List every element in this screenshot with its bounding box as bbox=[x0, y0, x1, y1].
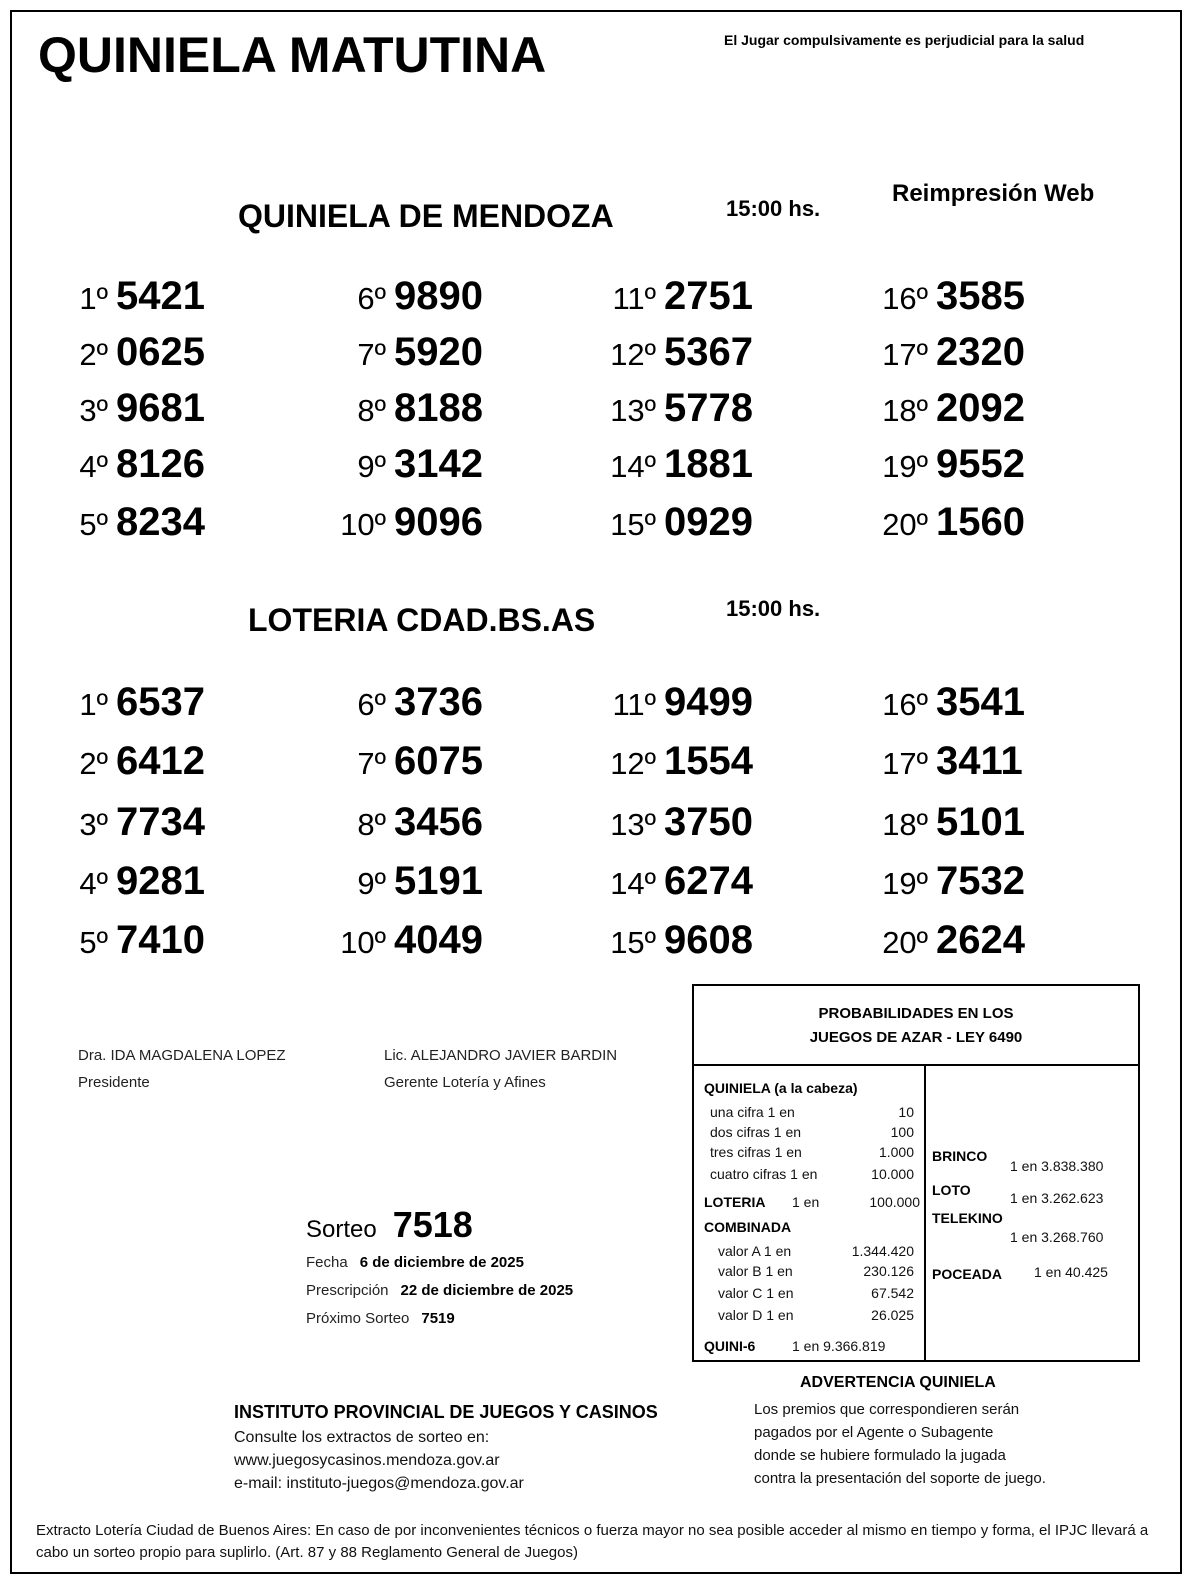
result-cell bbox=[322, 739, 483, 784]
signature-right-role: Gerente Lotería y Afines bbox=[384, 1074, 546, 1091]
proximo-value: 7519 bbox=[421, 1310, 455, 1327]
result-cell bbox=[592, 859, 753, 904]
result-position: 12º bbox=[610, 746, 656, 781]
combinada-prob-value: 26.025 bbox=[871, 1307, 914, 1323]
instituto-website: www.juegosycasinos.mendoza.gov.ar bbox=[234, 1452, 500, 1469]
advertencia-text bbox=[754, 1398, 1154, 1490]
result-number: 2624 bbox=[936, 918, 1025, 962]
loteria-prob-mid: 1 en bbox=[792, 1194, 820, 1210]
advertencia-line: pagados por el Agente o Subagente bbox=[754, 1424, 994, 1441]
result-number: 2751 bbox=[664, 274, 753, 318]
result-cell bbox=[322, 800, 483, 845]
instituto-title: INSTITUTO PROVINCIAL DE JUEGOS Y CASINOS bbox=[234, 1402, 658, 1422]
sorteo-fecha bbox=[306, 1254, 524, 1271]
result-cell bbox=[72, 918, 205, 963]
prescripcion-value: 22 de diciembre de 2025 bbox=[400, 1282, 574, 1299]
result-position: 2º bbox=[79, 746, 108, 781]
quiniela-prob-label: tres cifras 1 en bbox=[710, 1144, 802, 1160]
result-cell bbox=[864, 330, 1025, 375]
result-position: 2º bbox=[79, 337, 108, 372]
result-number: 3411 bbox=[936, 739, 1023, 783]
prescripcion-label: Prescripción bbox=[306, 1282, 389, 1299]
result-number: 5920 bbox=[394, 330, 483, 374]
result-position: 5º bbox=[79, 925, 108, 960]
result-cell bbox=[322, 500, 483, 545]
quiniela-prob-label: cuatro cifras 1 en bbox=[710, 1166, 818, 1182]
reprint-label: Reimpresión Web bbox=[892, 180, 1095, 207]
result-position: 16º bbox=[882, 687, 928, 722]
proximo-label: Próximo Sorteo bbox=[306, 1310, 410, 1327]
result-position: 17º bbox=[882, 746, 928, 781]
page-title: QUINIELA MATUTINA bbox=[38, 27, 547, 83]
telekino-prob-label: TELEKINO bbox=[932, 1210, 1003, 1226]
result-number: 3142 bbox=[394, 442, 483, 486]
result-position: 9º bbox=[357, 866, 386, 901]
loteria-prob-value: 100.000 bbox=[869, 1194, 920, 1210]
combinada-prob-label: valor B 1 en bbox=[718, 1263, 793, 1279]
result-position: 18º bbox=[882, 807, 928, 842]
result-position: 7º bbox=[357, 746, 386, 781]
result-number: 3541 bbox=[936, 680, 1025, 724]
result-cell bbox=[864, 274, 1025, 319]
result-number: 8234 bbox=[116, 500, 205, 544]
result-position: 16º bbox=[882, 281, 928, 316]
quiniela-prob-value: 10.000 bbox=[871, 1166, 914, 1182]
result-position: 13º bbox=[610, 807, 656, 842]
result-number: 8188 bbox=[394, 386, 483, 430]
sorteo-label: Sorteo bbox=[306, 1216, 377, 1243]
result-position: 10º bbox=[340, 925, 386, 960]
result-number: 9499 bbox=[664, 680, 753, 724]
result-cell bbox=[322, 442, 483, 487]
result-number: 9281 bbox=[116, 859, 205, 903]
sorteo-block bbox=[306, 1204, 473, 1246]
result-cell bbox=[864, 800, 1025, 845]
result-cell bbox=[592, 739, 753, 784]
result-number: 6537 bbox=[116, 680, 205, 724]
result-cell bbox=[592, 274, 753, 319]
combinada-prob-label: valor D 1 en bbox=[718, 1307, 794, 1323]
result-number: 5778 bbox=[664, 386, 753, 430]
result-number: 8126 bbox=[116, 442, 205, 486]
result-number: 3456 bbox=[394, 800, 483, 844]
mendoza-draw-time: 15:00 hs. bbox=[726, 196, 821, 221]
probabilities-header bbox=[694, 986, 1138, 1066]
telekino-prob-value: 1 en 3.268.760 bbox=[1010, 1229, 1104, 1245]
quini6-prob-value: 1 en 9.366.819 bbox=[792, 1338, 886, 1354]
result-number: 4049 bbox=[394, 918, 483, 962]
result-cell bbox=[592, 386, 753, 431]
loteria-section-title: LOTERIA CDAD.BS.AS bbox=[248, 602, 596, 638]
result-number: 5367 bbox=[664, 330, 753, 374]
result-cell bbox=[864, 739, 1023, 784]
result-number: 1554 bbox=[664, 739, 753, 783]
result-cell bbox=[72, 274, 205, 319]
instituto-email: e-mail: instituto-juegos@mendoza.gov.ar bbox=[234, 1475, 524, 1492]
signature-left bbox=[78, 1042, 286, 1096]
loteria-prob-label: LOTERIA bbox=[704, 1194, 766, 1210]
result-number: 7410 bbox=[116, 918, 205, 962]
probabilities-title-line2: JUEGOS DE AZAR - LEY 6490 bbox=[809, 1029, 1023, 1046]
quiniela-prob-value: 10 bbox=[898, 1104, 914, 1120]
result-cell bbox=[592, 680, 753, 725]
result-position: 4º bbox=[79, 866, 108, 901]
result-cell bbox=[322, 918, 483, 963]
advertencia-line: Los premios que correspondieren serán bbox=[754, 1401, 1020, 1418]
result-position: 20º bbox=[882, 925, 928, 960]
result-position: 6º bbox=[357, 687, 386, 722]
sorteo-proximo bbox=[306, 1310, 455, 1327]
result-position: 8º bbox=[357, 393, 386, 428]
result-cell bbox=[864, 918, 1025, 963]
probabilities-title-line1: PROBABILIDADES EN LOS bbox=[818, 1005, 1014, 1022]
result-position: 20º bbox=[882, 507, 928, 542]
result-number: 6274 bbox=[664, 859, 753, 903]
result-cell bbox=[864, 680, 1025, 725]
sorteo-prescripcion bbox=[306, 1282, 573, 1299]
signature-left-role: Presidente bbox=[78, 1074, 150, 1091]
quini6-prob-label: QUINI-6 bbox=[704, 1338, 756, 1354]
result-position: 7º bbox=[357, 337, 386, 372]
result-number: 9552 bbox=[936, 442, 1025, 486]
result-number: 6075 bbox=[394, 739, 483, 783]
footer-note: Extracto Lotería Ciudad de Buenos Aires: En caso de por inconvenientes técnicos o fuerza mayor no sea posible acceder al mismo en tiempo y forma, el IPJC llevará a cabo un sorteo propio para suplirlo. (Art. 87 y 88 Reglamento General de Juegos) bbox=[36, 1522, 1149, 1561]
result-position: 13º bbox=[610, 393, 656, 428]
result-number: 7532 bbox=[936, 859, 1025, 903]
result-position: 3º bbox=[79, 807, 108, 842]
result-cell bbox=[72, 739, 205, 784]
result-cell bbox=[864, 386, 1025, 431]
result-position: 9º bbox=[357, 449, 386, 484]
result-number: 9890 bbox=[394, 274, 483, 318]
result-number: 1560 bbox=[936, 500, 1025, 544]
result-number: 3750 bbox=[664, 800, 753, 844]
quiniela-prob-title: QUINIELA (a la cabeza) bbox=[704, 1080, 858, 1096]
result-position: 14º bbox=[610, 449, 656, 484]
health-warning: El Jugar compulsivamente es perjudicial para la salud bbox=[724, 32, 1085, 48]
mendoza-section-title: QUINIELA DE MENDOZA bbox=[238, 198, 614, 234]
result-number: 7734 bbox=[116, 800, 205, 844]
result-number: 0929 bbox=[664, 500, 753, 544]
result-number: 9096 bbox=[394, 500, 483, 544]
result-number: 2092 bbox=[936, 386, 1025, 430]
result-position: 8º bbox=[357, 807, 386, 842]
combinada-prob-label: valor A 1 en bbox=[718, 1243, 792, 1259]
result-cell bbox=[592, 800, 753, 845]
result-cell bbox=[864, 442, 1025, 487]
result-position: 18º bbox=[882, 393, 928, 428]
result-cell bbox=[72, 500, 205, 545]
result-cell bbox=[72, 680, 205, 725]
result-cell bbox=[322, 680, 483, 725]
loto-prob-label: LOTO bbox=[932, 1182, 971, 1198]
result-position: 12º bbox=[610, 337, 656, 372]
result-cell bbox=[322, 274, 483, 319]
instituto-line-1: Consulte los extractos de sorteo en: bbox=[234, 1429, 490, 1446]
result-position: 6º bbox=[357, 281, 386, 316]
result-number: 1881 bbox=[664, 442, 753, 486]
result-cell bbox=[72, 442, 205, 487]
result-position: 10º bbox=[340, 507, 386, 542]
poceada-prob-value: 1 en 40.425 bbox=[1034, 1264, 1108, 1280]
result-position: 11º bbox=[612, 281, 656, 316]
result-position: 14º bbox=[610, 866, 656, 901]
result-position: 3º bbox=[79, 393, 108, 428]
brinco-prob-label: BRINCO bbox=[932, 1148, 988, 1164]
fecha-label: Fecha bbox=[306, 1254, 348, 1271]
result-number: 9681 bbox=[116, 386, 205, 430]
result-number: 0625 bbox=[116, 330, 205, 374]
result-number: 3585 bbox=[936, 274, 1025, 318]
combinada-prob-value: 230.126 bbox=[863, 1263, 914, 1279]
result-position: 1º bbox=[79, 687, 108, 722]
probabilities-divider bbox=[924, 1066, 926, 1360]
quiniela-prob-value: 100 bbox=[890, 1124, 914, 1140]
result-cell bbox=[864, 500, 1025, 545]
result-cell bbox=[592, 330, 753, 375]
signature-left-name: Dra. IDA MAGDALENA LOPEZ bbox=[78, 1047, 286, 1064]
result-cell bbox=[592, 442, 753, 487]
result-position: 19º bbox=[882, 449, 928, 484]
result-number: 2320 bbox=[936, 330, 1025, 374]
sorteo-number: 7518 bbox=[392, 1204, 473, 1245]
result-number: 3736 bbox=[394, 680, 483, 724]
result-position: 5º bbox=[79, 507, 108, 542]
brinco-prob-value: 1 en 3.838.380 bbox=[1010, 1158, 1104, 1174]
signature-right bbox=[384, 1042, 617, 1096]
result-cell bbox=[72, 859, 205, 904]
result-number: 5101 bbox=[936, 800, 1025, 844]
result-cell bbox=[322, 859, 483, 904]
result-cell bbox=[72, 330, 205, 375]
quiniela-prob-value: 1.000 bbox=[878, 1144, 914, 1160]
result-number: 6412 bbox=[116, 739, 205, 783]
quiniela-prob-label: dos cifras 1 en bbox=[710, 1124, 802, 1140]
result-number: 5191 bbox=[394, 859, 483, 903]
result-number: 5421 bbox=[116, 274, 205, 318]
result-cell bbox=[322, 330, 483, 375]
result-cell bbox=[72, 800, 205, 845]
result-position: 1º bbox=[79, 281, 108, 316]
probabilities-box bbox=[692, 984, 1140, 1362]
result-position: 15º bbox=[610, 925, 656, 960]
result-position: 19º bbox=[882, 866, 928, 901]
signature-right-name: Lic. ALEJANDRO JAVIER BARDIN bbox=[384, 1047, 618, 1064]
result-number: 9608 bbox=[664, 918, 753, 962]
result-cell bbox=[592, 918, 753, 963]
advertencia-title: ADVERTENCIA QUINIELA bbox=[800, 1374, 996, 1391]
result-cell bbox=[592, 500, 753, 545]
fecha-value: 6 de diciembre de 2025 bbox=[359, 1254, 524, 1271]
result-position: 4º bbox=[79, 449, 108, 484]
quiniela-prob-label: una cifra 1 en bbox=[710, 1104, 795, 1120]
combinada-prob-label: valor C 1 en bbox=[718, 1285, 794, 1301]
combinada-prob-value: 67.542 bbox=[871, 1285, 914, 1301]
loteria-draw-time: 15:00 hs. bbox=[726, 596, 821, 621]
poceada-prob-label: POCEADA bbox=[932, 1266, 1003, 1282]
advertencia-line: donde se hubiere formulado la jugada bbox=[754, 1447, 1006, 1464]
result-cell bbox=[72, 386, 205, 431]
result-cell bbox=[322, 386, 483, 431]
combinada-prob-value: 1.344.420 bbox=[851, 1243, 914, 1259]
result-position: 15º bbox=[610, 507, 656, 542]
result-position: 17º bbox=[882, 337, 928, 372]
result-cell bbox=[864, 859, 1025, 904]
advertencia-line: contra la presentación del soporte de juego. bbox=[754, 1470, 1046, 1487]
result-position: 11º bbox=[612, 687, 656, 722]
combinada-prob-title: COMBINADA bbox=[704, 1219, 792, 1235]
loto-prob-value: 1 en 3.262.623 bbox=[1010, 1190, 1104, 1206]
